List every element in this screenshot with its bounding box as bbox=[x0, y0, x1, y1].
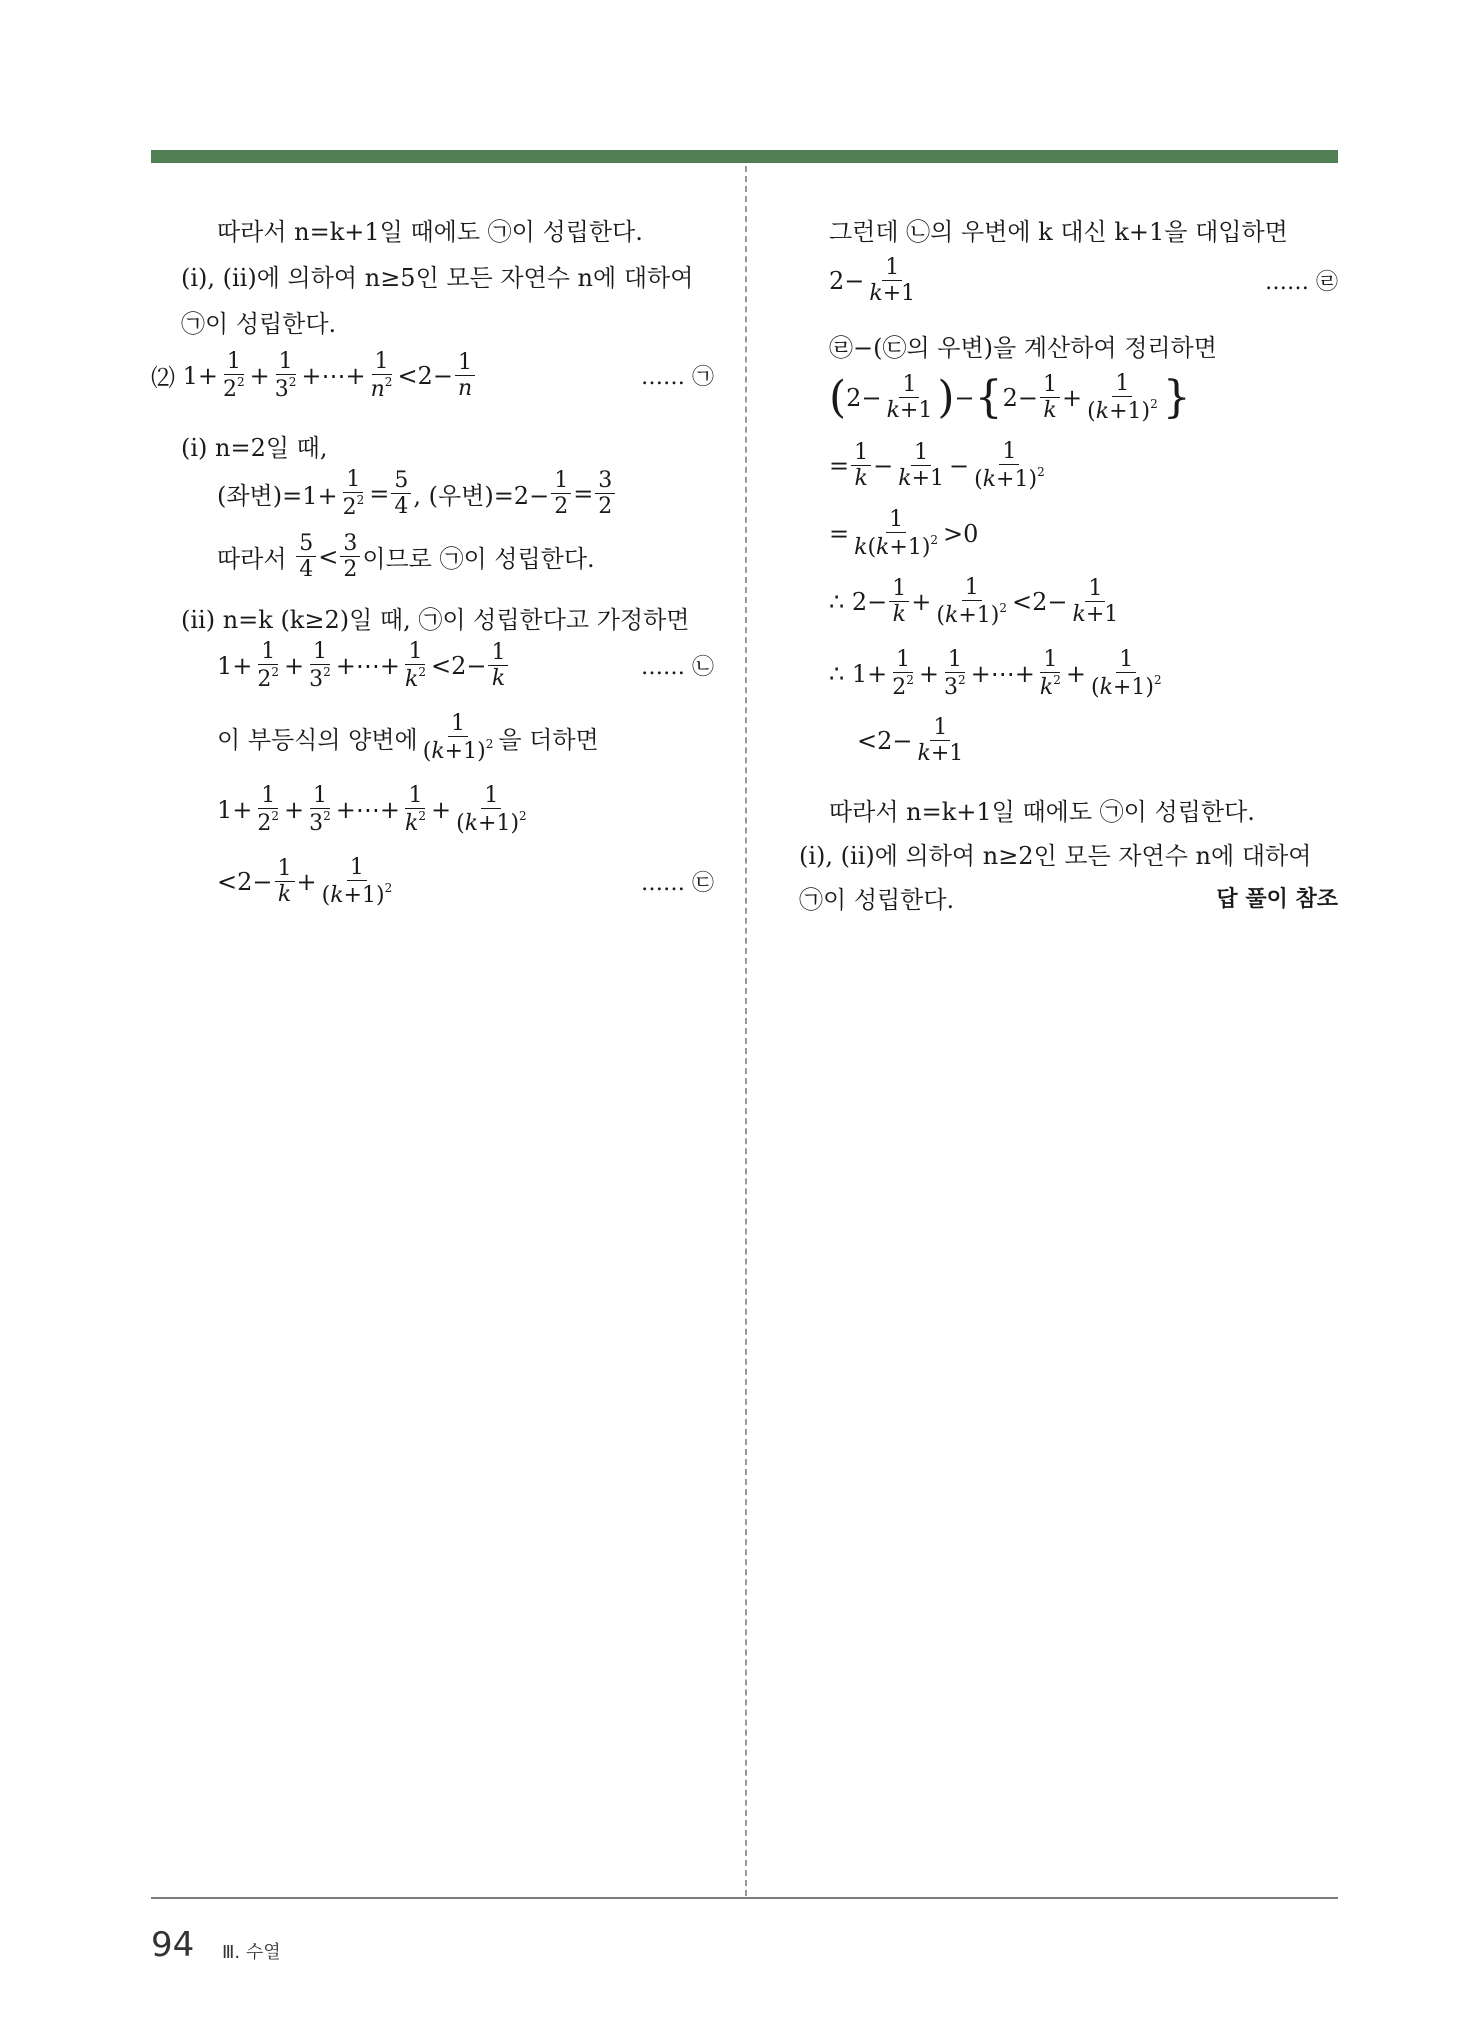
text-line: ㉠이 성립한다. bbox=[181, 310, 337, 338]
footer-rule bbox=[151, 1897, 1338, 1899]
column-divider bbox=[745, 166, 747, 1896]
text-line: ㉣−(㉢의 우변)을 계산하여 정리하면 bbox=[829, 334, 1217, 362]
induction-hypothesis: 1+ $\frac{1}{2^2}$ + $\frac{1}{3^2}$ +⋯+ $\frac{1}{k^2}$ <2− $\frac{1}{k}$ …… ㉡ bbox=[217, 639, 714, 693]
difference-step-1: = $\frac{1}{k}$ − $\frac{1}{k+1}$ − $\frac{1}{(k+1)^2}$ bbox=[829, 439, 1045, 493]
difference-expression: ( 2− $\frac{1}{k+1}$ ) − { 2− $\frac{1}{k}$ + $\frac{1}{(k+1)^2}$ } bbox=[829, 371, 1191, 425]
problem-2-inequality: ⑵ 1+ $\frac{1}{2^2}$ + $\frac{1}{3^2}$ +⋯+ $\frac{1}{n^2}$ <2− $\frac{1}{n}$ …… ㉠ bbox=[151, 349, 714, 403]
text-line: 따라서 n=k+1일 때에도 ㉠이 성립한다. bbox=[829, 798, 1255, 826]
equation-tag: …… ㉣ bbox=[1265, 270, 1338, 296]
case-1-computation: (좌변)=1+ $\frac{1}{2^2}$ = $\frac{5}{4}$ , (우변)=2− $\frac{1}{2}$ = $\frac{3}{2}$ bbox=[217, 468, 714, 519]
substitution-line: 2− $\frac{1}{k+1}$ …… ㉣ bbox=[829, 255, 1338, 307]
text-line: 따라서 n=k+1일 때에도 ㉠이 성립한다. bbox=[217, 218, 643, 246]
top-accent-bar bbox=[151, 150, 1338, 163]
final-line: ㉠이 성립한다. 답 풀이 참조 bbox=[799, 880, 1338, 915]
text-line: (ⅱ) n=k (k≥2)일 때, ㉠이 성립한다고 가정하면 bbox=[181, 606, 690, 634]
problem-number: ⑵ bbox=[151, 364, 175, 393]
difference-step-2: = $\frac{1}{k(k+1)^2}$ >0 bbox=[829, 507, 979, 561]
text-line: (ⅰ) n=2일 때, bbox=[181, 434, 328, 462]
therefore-line-1: ∴ 2− $\frac{1}{k}$ + $\frac{1}{(k+1)^2}$ <2− $\frac{1}{k+1}$ bbox=[829, 575, 1119, 629]
equation-tag: …… ㉢ bbox=[641, 871, 714, 897]
equation-tag: …… ㉠ bbox=[641, 365, 714, 391]
add-term-line: 이 부등식의 양변에 $\frac{1}{(k+1)^2}$ 을 더하면 bbox=[217, 711, 599, 765]
text-line: (ⅰ), (ⅱ)에 의하여 n≥5인 모든 자연수 n에 대하여 bbox=[181, 264, 694, 292]
sum-line: 1+ $\frac{1}{2^2}$ + $\frac{1}{3^2}$ +⋯+ $\frac{1}{k^2}$ + $\frac{1}{(k+1)^2}$ bbox=[217, 783, 527, 837]
therefore-line-2: ∴ 1+ $\frac{1}{2^2}$ + $\frac{1}{3^2}$ +⋯+ $\frac{1}{k^2}$ + $\frac{1}{(k+1)^2}$ bbox=[829, 647, 1162, 701]
answer-label: 답 풀이 참조 bbox=[1216, 887, 1338, 912]
therefore-line-3: <2− $\frac{1}{k+1}$ bbox=[857, 715, 964, 767]
equation-tag: …… ㉡ bbox=[641, 655, 714, 681]
text-line: (ⅰ), (ⅱ)에 의하여 n≥2인 모든 자연수 n에 대하여 bbox=[799, 842, 1312, 870]
sum-bound-line: <2− $\frac{1}{k}$ + $\frac{1}{(k+1)^2}$ …… ㉢ bbox=[217, 855, 714, 909]
page-number: 94 bbox=[151, 1925, 195, 1965]
text-line: 그런데 ㉡의 우변에 k 대신 k+1을 대입하면 bbox=[829, 218, 1288, 246]
case-1-conclusion: 따라서 $\frac{5}{4}$ < $\frac{3}{2}$ 이므로 ㉠이 성립한다. bbox=[217, 531, 595, 583]
chapter-label: Ⅲ. 수열 bbox=[222, 1942, 281, 1963]
